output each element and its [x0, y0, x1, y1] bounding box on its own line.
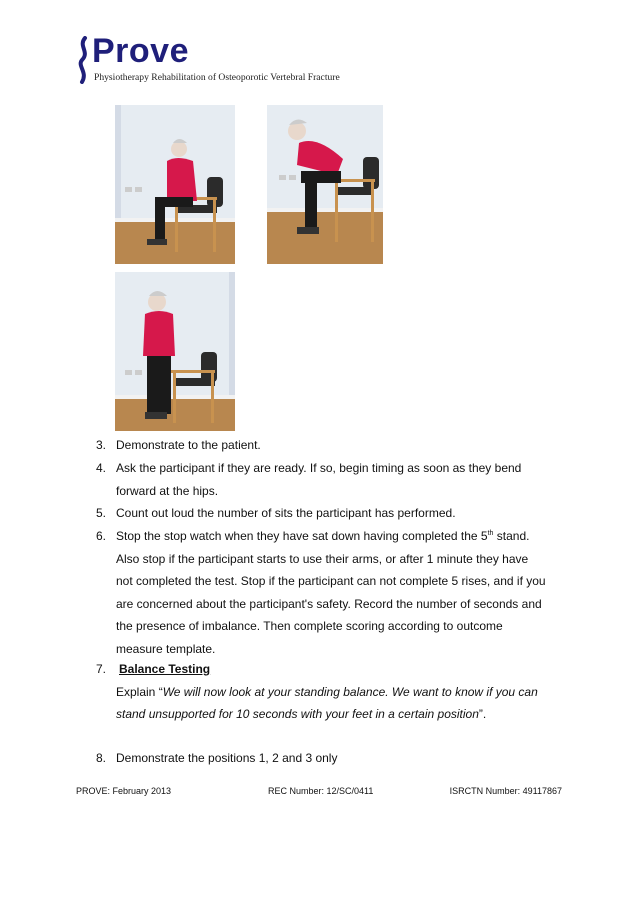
ordinal-superscript: th	[487, 530, 494, 537]
step-number: 6.	[96, 529, 107, 543]
step-6	[96, 525, 546, 660]
step-text: Count out loud the number of sits the participant has performed.	[116, 506, 456, 520]
step-3	[96, 434, 546, 457]
photo-seated-start-position	[115, 105, 235, 264]
logo-tagline: Physiotherapy Rehabilitation of Osteoporotic Vertebral Fracture	[94, 72, 340, 83]
section-heading-balance-testing: Balance Testing	[119, 662, 211, 676]
step-number: 3.	[96, 438, 107, 452]
step-number: 4.	[96, 461, 107, 475]
footer-date: PROVE: February 2013	[76, 786, 172, 796]
step-number: 8.	[96, 751, 107, 765]
step-text: Ask the participant if they are ready. If so, begin timing as soon as they bend forward at the hips.	[116, 461, 522, 498]
footer-rec-number: REC Number: 12/SC/0411	[268, 786, 374, 796]
logo-wordmark: Prove	[92, 32, 189, 70]
step-text: Demonstrate to the patient.	[116, 438, 261, 452]
step-text: Stop the stop watch when they have sat down having completed the 5th stand. Also stop if the participant starts to use their arms, or after 1 minute they have not completed the test. Stop if the participant can not complete 5 rises, and if you are concerned about the participant's safety. Record the number of seconds and the presence of imbalance. Then complete scoring according to outcome measure template.	[116, 529, 546, 656]
photo-rising-from-chair	[267, 105, 383, 264]
footer-isrctn-number: ISRCTN Number: 49117867	[449, 786, 562, 796]
step-explain-text: Explain “We will now look at your standing balance. We want to know if you can stand unsupported for 10 seconds with your feet in a certain position”.	[116, 684, 538, 721]
step-8	[96, 747, 546, 770]
step-4	[96, 457, 546, 502]
step-5	[96, 502, 546, 525]
step-number: 5.	[96, 506, 107, 520]
step-text: Demonstrate the positions 1, 2 and 3 only	[116, 751, 338, 765]
step-number: 7.	[96, 662, 107, 676]
step-7	[96, 658, 546, 726]
photo-standing-position	[115, 272, 235, 431]
prove-logo	[76, 32, 376, 86]
